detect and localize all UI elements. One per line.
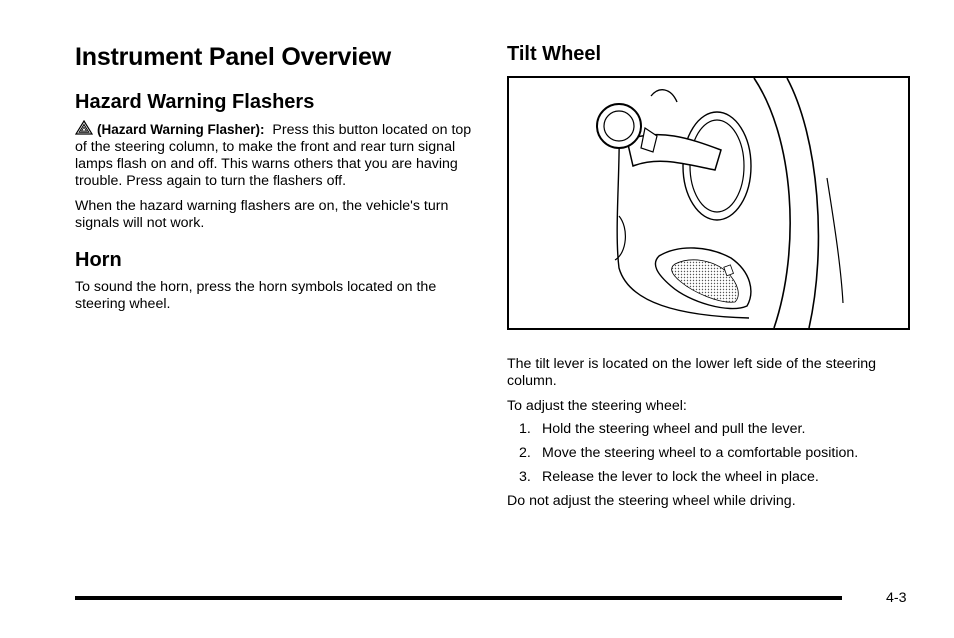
left-column xyxy=(75,38,475,313)
page-number: 4-3 xyxy=(886,590,907,606)
list-item: 1. Hold the steering wheel and pull the lever. xyxy=(519,421,806,437)
list-item: 3. Release the lever to lock the wheel in place. xyxy=(519,469,819,485)
hazard-note: When the hazard warning flashers are on, the vehicle's turn signals will not work. xyxy=(75,198,449,231)
hazard-paragraph xyxy=(75,120,475,190)
hazard-triangle-icon xyxy=(75,120,93,135)
list-item: 2. Move the steering wheel to a comfortable position. xyxy=(519,445,859,461)
hazard-heading: Hazard Warning Flashers xyxy=(75,91,315,113)
tilt-steps-list xyxy=(507,421,912,486)
tilt-intro: The tilt lever is located on the lower left side of the steering column. xyxy=(507,356,877,389)
hazard-label: (Hazard Warning Flasher): xyxy=(97,122,265,137)
steering-column-drawing xyxy=(509,78,908,328)
tilt-adjust: To adjust the steering wheel: xyxy=(507,398,687,414)
hazard-text: Press this button located on top of the steering column, to make the front and rear turn signal lamps flash on and off. This warns others that you are having trouble. Press again to turn the flashers off. xyxy=(75,122,472,189)
right-column xyxy=(507,38,912,510)
horn-heading: Horn xyxy=(75,249,122,271)
page-title: Instrument Panel Overview xyxy=(75,43,391,71)
tilt-warning: Do not adjust the steering wheel while driving. xyxy=(507,493,796,509)
tilt-heading: Tilt Wheel xyxy=(507,43,602,65)
horn-paragraph: To sound the horn, press the horn symbols located on the steering wheel. xyxy=(75,279,437,312)
footer-rule xyxy=(75,596,842,600)
tilt-lever-illustration xyxy=(507,76,910,330)
